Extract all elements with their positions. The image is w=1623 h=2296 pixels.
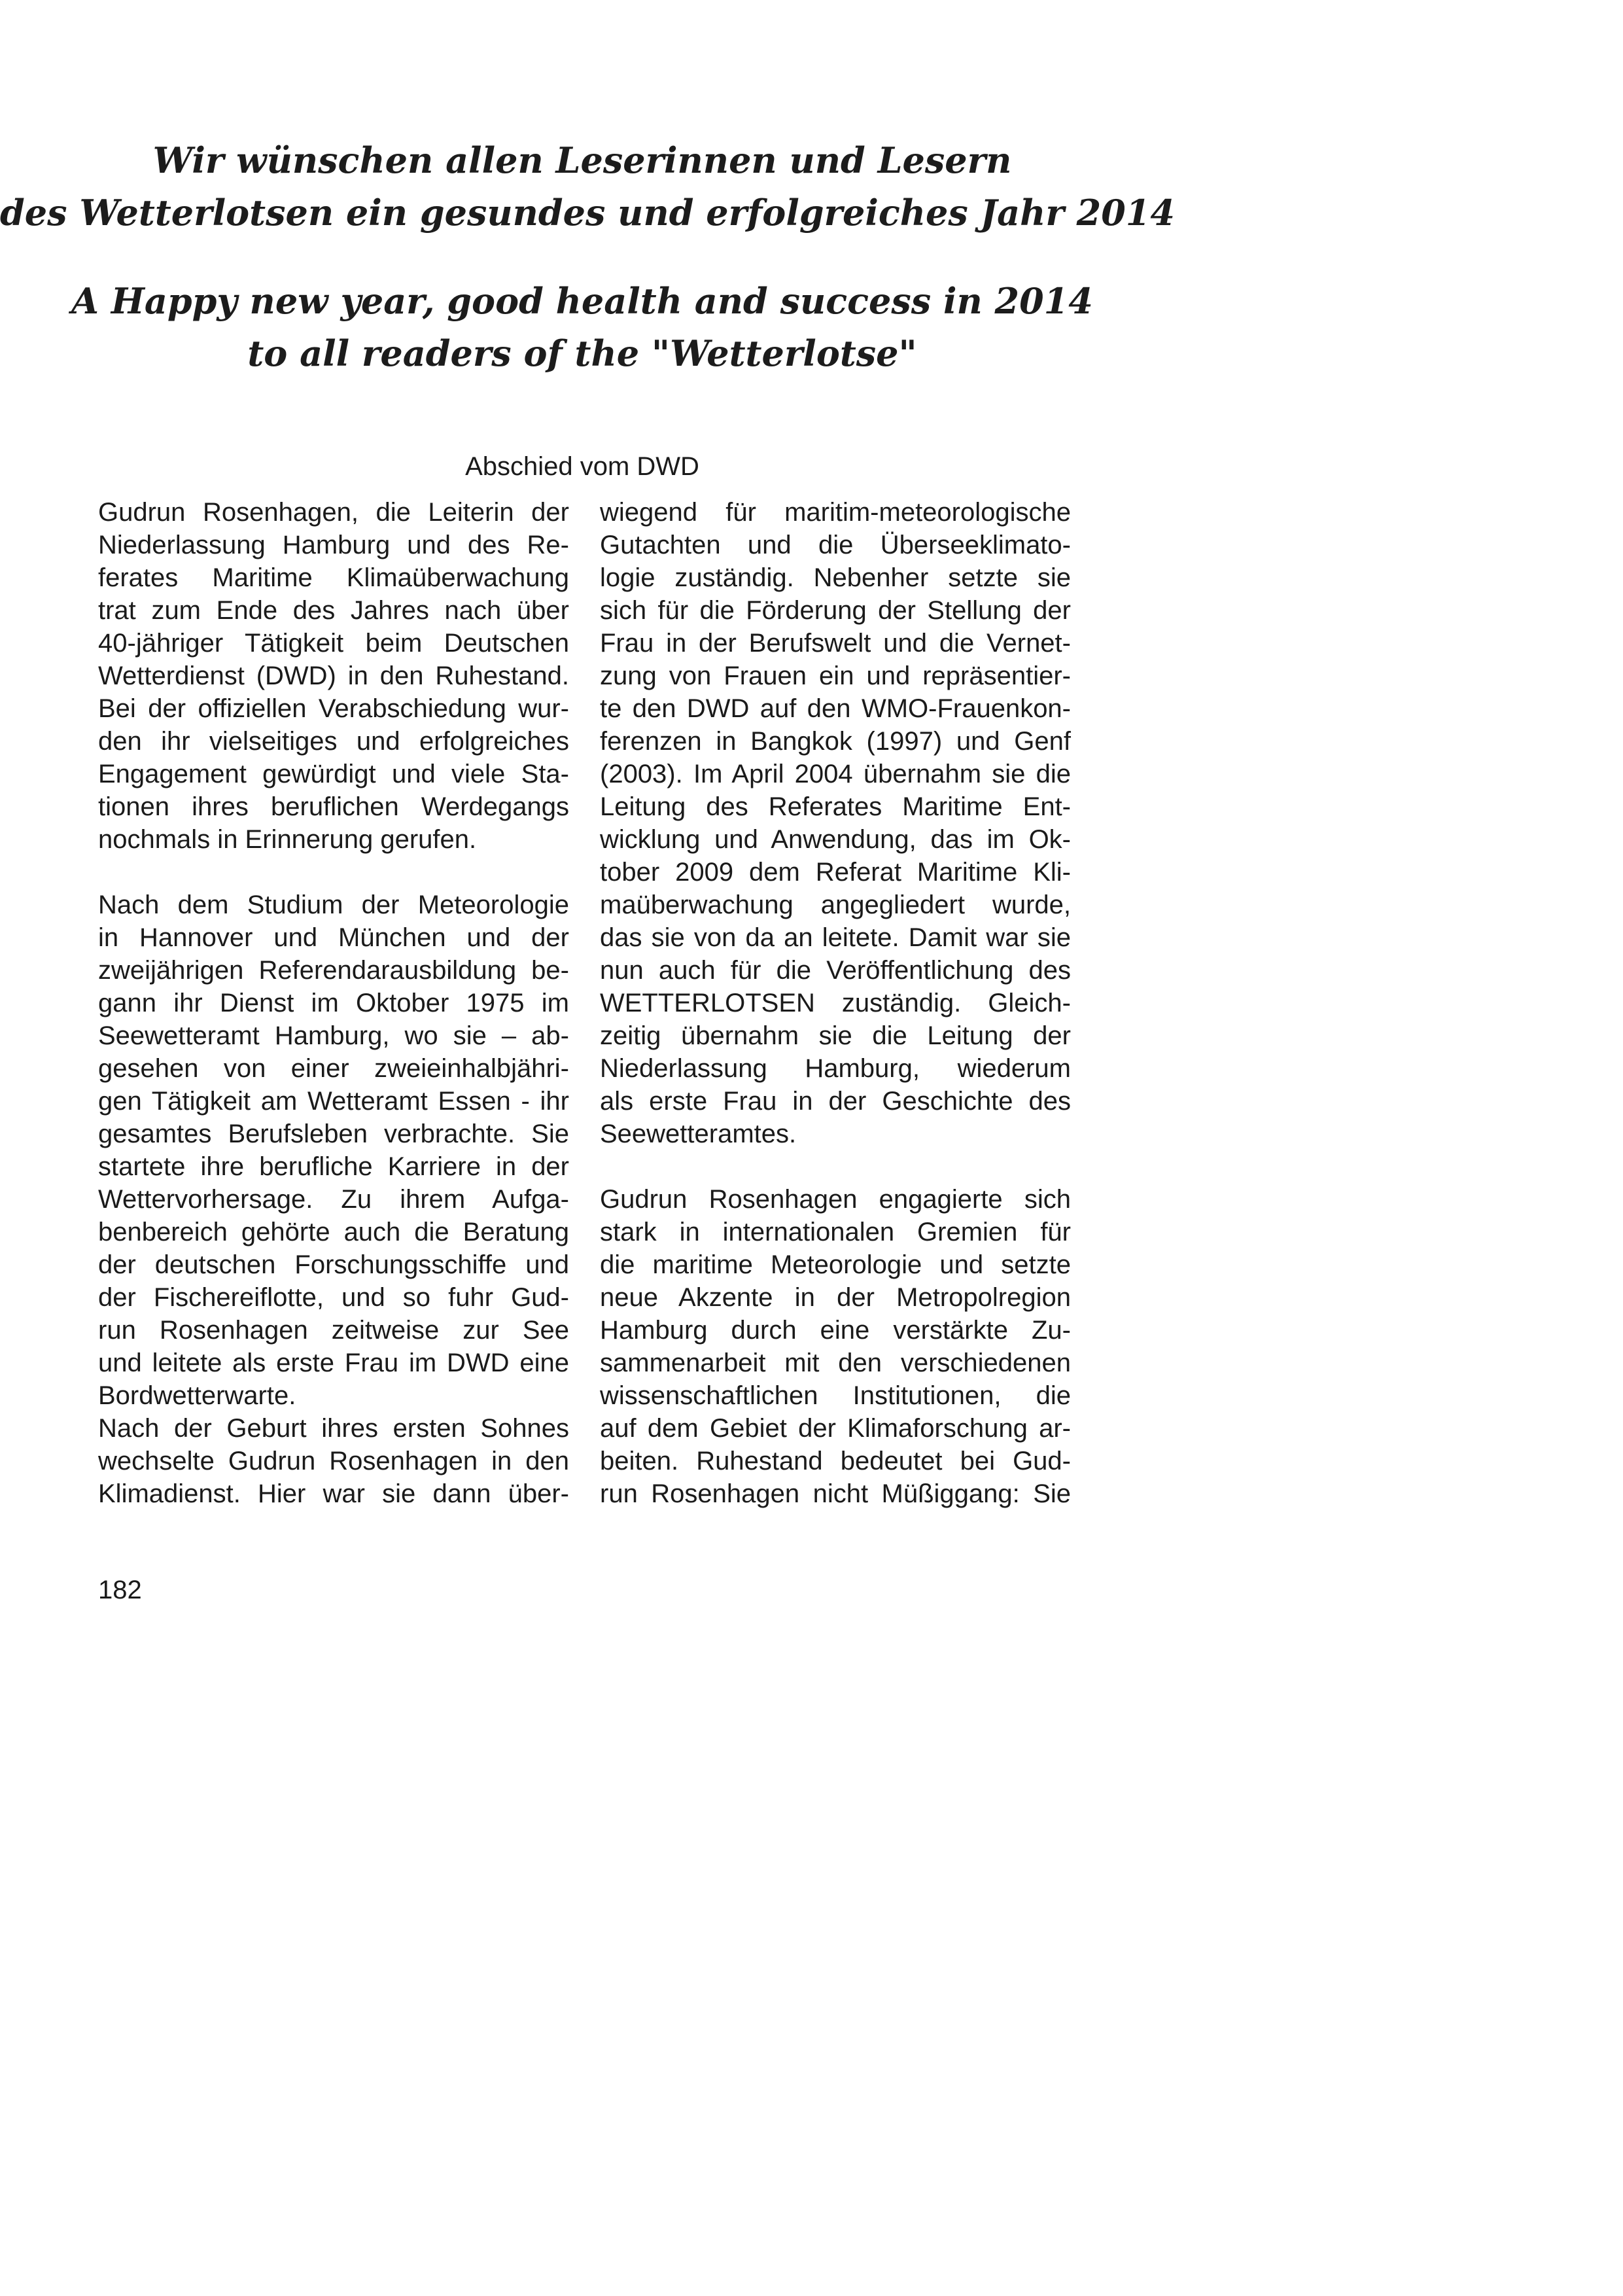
text-line: Bei der offiziellen Verabschiedung wur-	[98, 694, 569, 723]
text-line: run Rosenhagen nicht Müßiggang: Sie	[600, 1479, 1071, 1508]
greeting-english-line: to all readers of the "Wetterlotse"	[247, 332, 917, 374]
text-line: Klimadienst. Hier war sie dann über-	[98, 1479, 569, 1508]
text-line: nun auch für die Veröffentlichung des	[600, 956, 1071, 985]
text-line: als erste Frau in der Geschichte des	[600, 1087, 1071, 1116]
text-line: Niederlassung Hamburg und des Re-	[98, 531, 569, 559]
text-line: Nach dem Studium der Meteorologie	[98, 891, 569, 919]
text-line: stark in internationalen Gremien für	[600, 1218, 1071, 1246]
text-line: wissenschaftlichen Institutionen, die	[600, 1381, 1071, 1410]
text-line: Seewetteramtes.	[600, 1120, 797, 1148]
text-line: Frau in der Berufswelt und die Vernet-	[600, 629, 1071, 658]
text-line: maüberwachung angegliedert wurde,	[600, 891, 1071, 919]
text-line: gen Tätigkeit am Wetteramt Essen - ihr	[98, 1087, 569, 1116]
text-line: Bordwetterwarte.	[98, 1381, 296, 1410]
text-line: run Rosenhagen zeitweise zur See	[98, 1316, 569, 1345]
paragraph-gap	[600, 1150, 1071, 1183]
text-line: wechselte Gudrun Rosenhagen in den	[98, 1447, 569, 1475]
text-line: wicklung und Anwendung, das im Ok-	[600, 825, 1071, 854]
text-line: neue Akzente in der Metropolregion	[600, 1283, 1071, 1312]
text-line: ferenzen in Bangkok (1997) und Genf	[600, 727, 1071, 756]
text-line: benbereich gehörte auch die Beratung	[98, 1218, 569, 1246]
text-line: das sie von da an leitete. Damit war sie	[600, 923, 1071, 952]
text-line: gesehen von einer zweieinhalbjähri-	[98, 1054, 569, 1083]
text-line: 40-jähriger Tätigkeit beim Deutschen	[98, 629, 569, 658]
text-line: startete ihre berufliche Karriere in der	[98, 1152, 569, 1181]
text-line: und leitete als erste Frau im DWD eine	[98, 1349, 569, 1377]
greeting-english	[0, 275, 1164, 380]
text-line: die maritime Meteorologie und setzte	[600, 1250, 1071, 1279]
greeting-german-line: Wir wünschen allen Leserinnen und Lesern	[152, 139, 1012, 181]
text-line: Wettervorhersage. Zu ihrem Aufga-	[98, 1185, 569, 1214]
text-line: gann ihr Dienst im Oktober 1975 im	[98, 989, 569, 1017]
text-line: der Fischereiflotte, und so fuhr Gud-	[98, 1283, 569, 1312]
text-line: Leitung des Referates Maritime Ent-	[600, 792, 1071, 821]
text-line: auf dem Gebiet der Klimaforschung ar-	[600, 1414, 1071, 1443]
text-line: den ihr vielseitiges und erfolgreiches	[98, 727, 569, 756]
page-number: 182	[98, 1576, 142, 1604]
text-line: Niederlassung Hamburg, wiederum	[600, 1054, 1071, 1083]
text-line: (2003). Im April 2004 übernahm sie die	[600, 760, 1071, 788]
article-column-left	[98, 496, 569, 1510]
text-line: beiten. Ruhestand bedeutet bei Gud-	[600, 1447, 1071, 1475]
text-line: Nach der Geburt ihres ersten Sohnes	[98, 1414, 569, 1443]
article-title: Abschied vom DWD	[465, 452, 699, 481]
greeting-german-line: des Wetterlotsen ein gesundes und erfolgreiches Jahr 2014	[0, 192, 1175, 234]
greeting-english-line: A Happy new year, good health and success in 2014	[71, 280, 1093, 322]
text-line: gesamtes Berufsleben verbrachte. Sie	[98, 1120, 569, 1148]
text-line: te den DWD auf den WMO-Frauenkon-	[600, 694, 1071, 723]
text-line: Hamburg durch eine verstärkte Zu-	[600, 1316, 1071, 1345]
text-line: zeitig übernahm sie die Leitung der	[600, 1021, 1071, 1050]
text-line: tober 2009 dem Referat Maritime Kli-	[600, 858, 1071, 887]
text-line: Seewetteramt Hamburg, wo sie – ab-	[98, 1021, 569, 1050]
text-line: Gudrun Rosenhagen, die Leiterin der	[98, 498, 569, 527]
text-line: Engagement gewürdigt und viele Sta-	[98, 760, 569, 788]
greeting-german	[0, 134, 1175, 239]
text-line: trat zum Ende des Jahres nach über	[98, 596, 569, 625]
text-line: zung von Frauen ein und repräsentier-	[600, 662, 1071, 690]
text-line: sammenarbeit mit den verschiedenen	[600, 1349, 1071, 1377]
article-column-right	[600, 496, 1071, 1510]
text-line: sich für die Förderung der Stellung der	[600, 596, 1071, 625]
text-line: tionen ihres beruflichen Werdegangs	[98, 792, 569, 821]
text-line: ferates Maritime Klimaüberwachung	[98, 563, 569, 592]
text-line: in Hannover und München und der	[98, 923, 569, 952]
text-line: Gudrun Rosenhagen engagierte sich	[600, 1185, 1071, 1214]
text-line: Gutachten und die Überseeklimato-	[600, 531, 1071, 559]
text-line: nochmals in Erinnerung gerufen.	[98, 825, 477, 854]
paragraph-gap	[98, 856, 569, 889]
text-line: zweijährigen Referendarausbildung be-	[98, 956, 569, 985]
text-line: Wetterdienst (DWD) in den Ruhestand.	[98, 662, 569, 690]
text-line: logie zuständig. Nebenher setzte sie	[600, 563, 1071, 592]
text-line: wiegend für maritim-meteorologische	[600, 498, 1071, 527]
text-line: der deutschen Forschungsschiffe und	[98, 1250, 569, 1279]
text-line: WETTERLOTSEN zuständig. Gleich-	[600, 989, 1071, 1017]
